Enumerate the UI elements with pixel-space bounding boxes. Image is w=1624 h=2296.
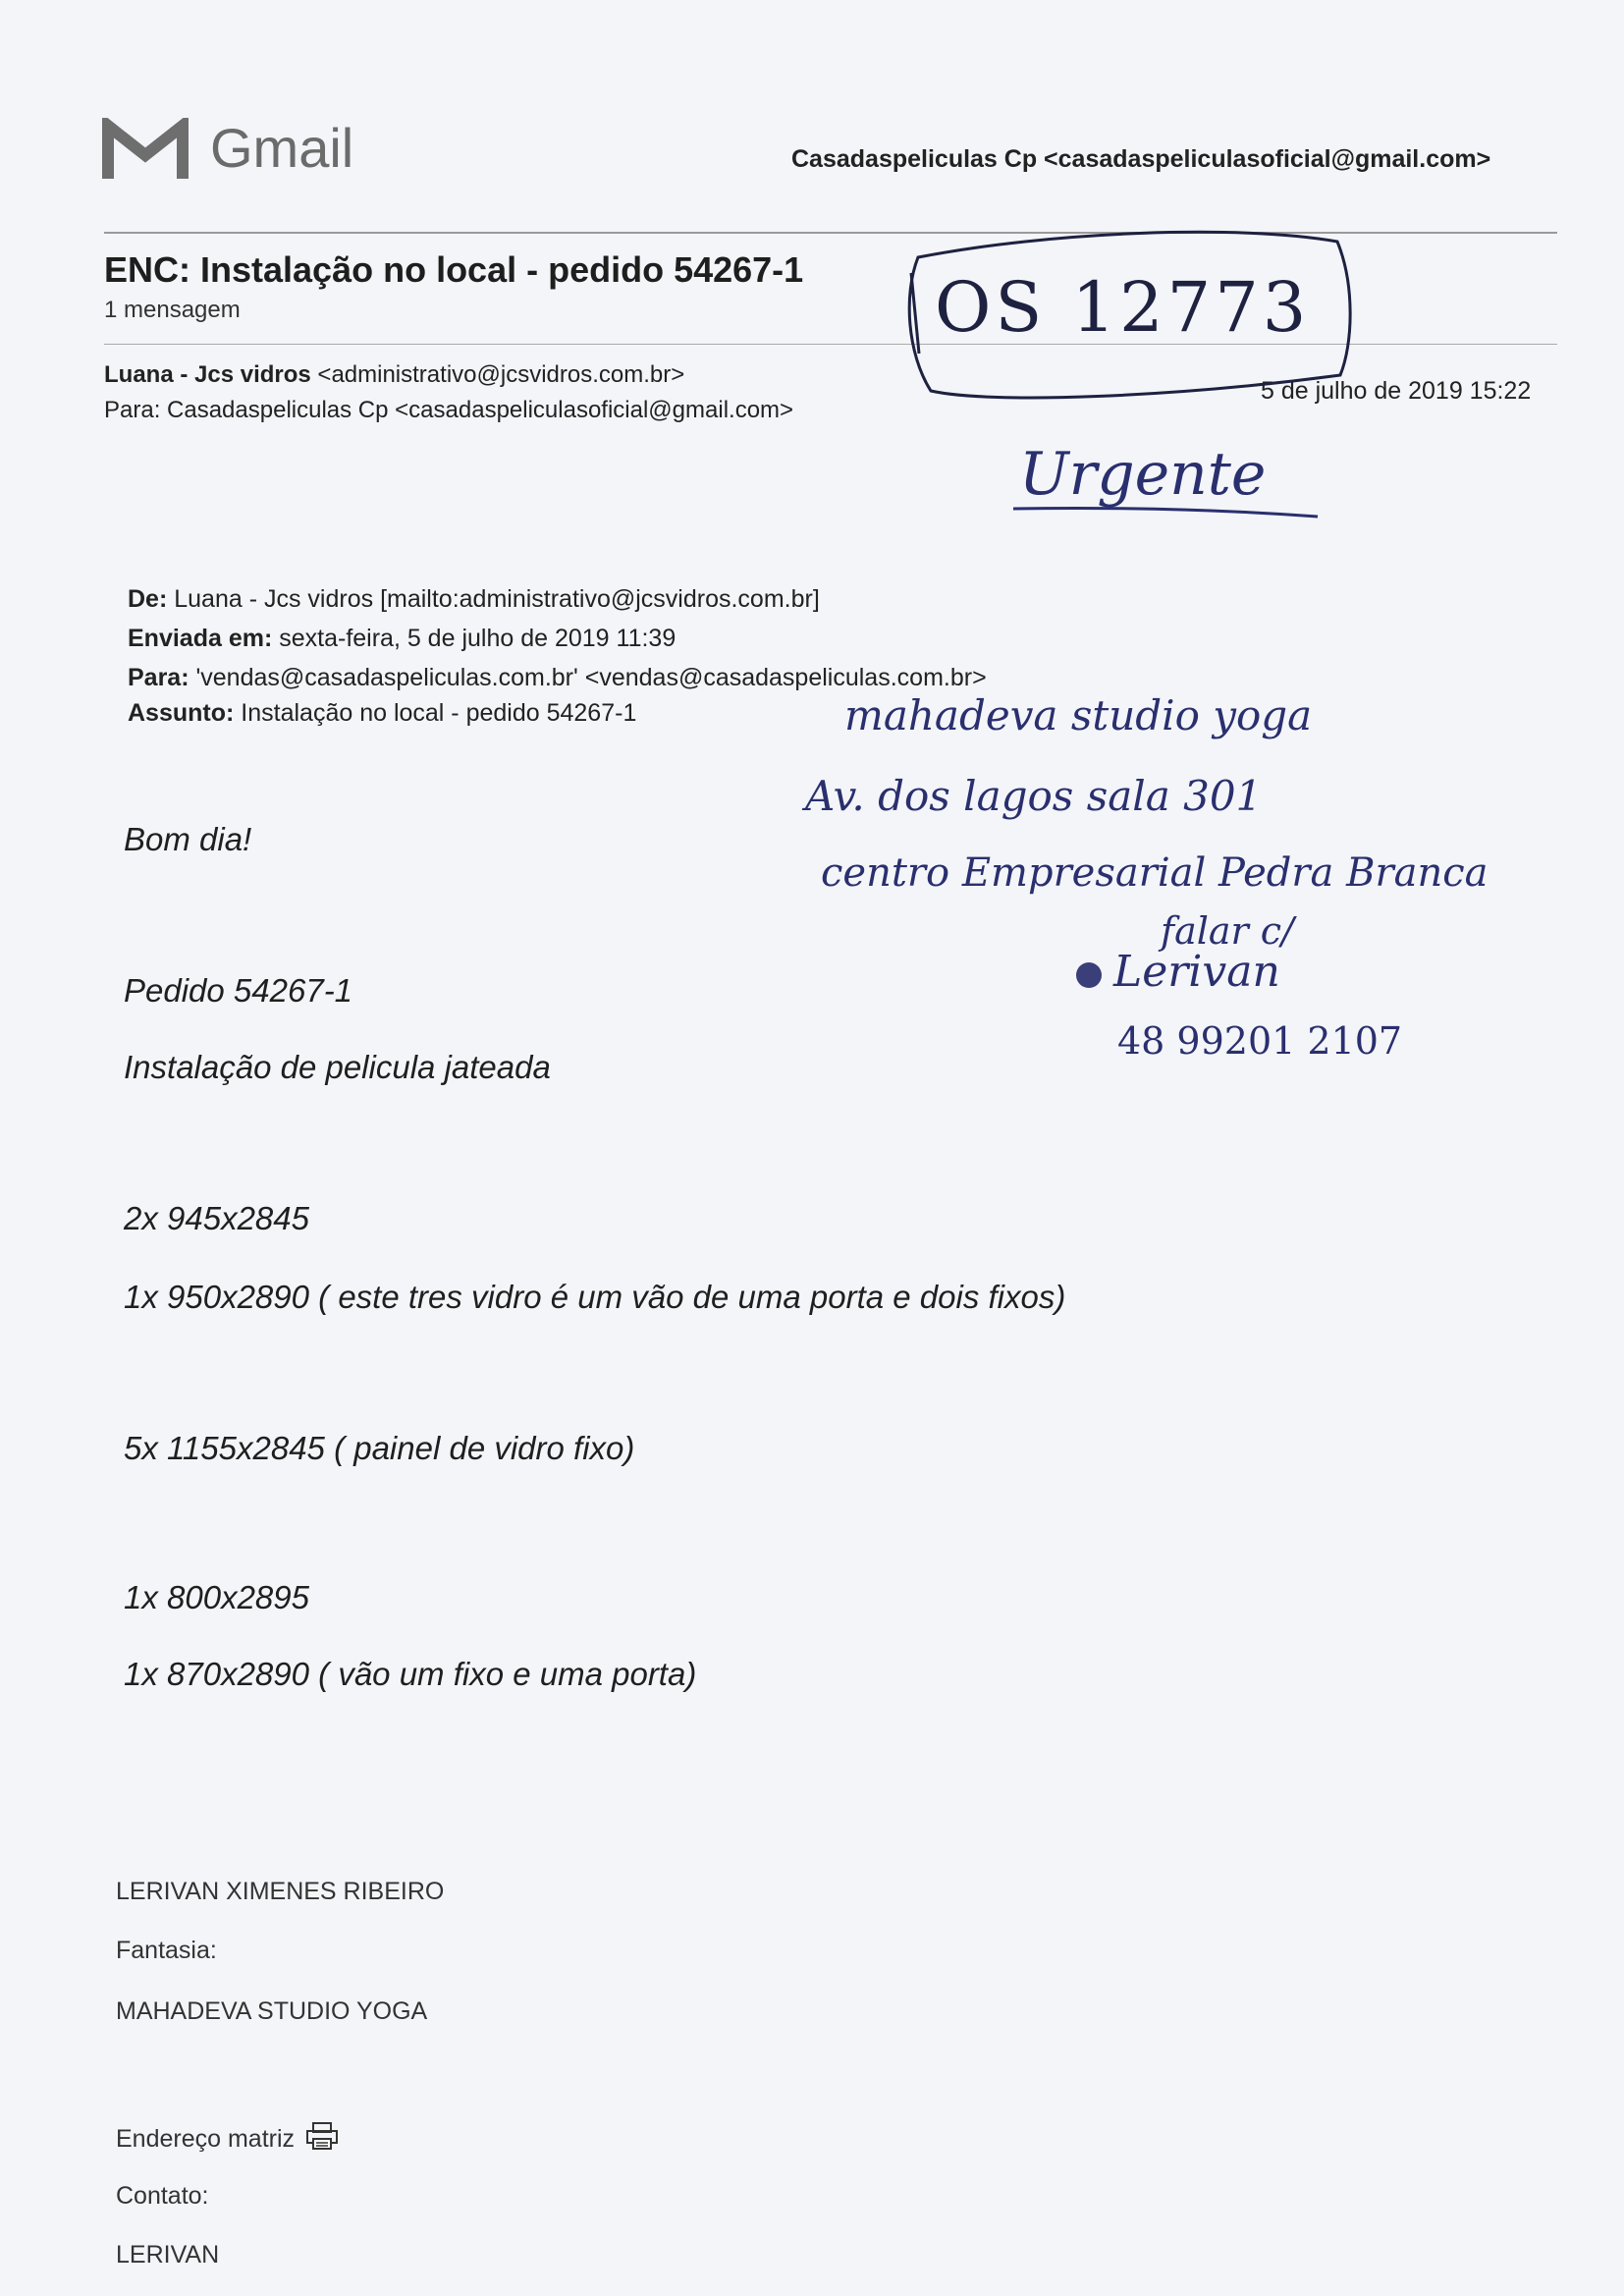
email-subject: ENC: Instalação no local - pedido 54267-1 bbox=[104, 249, 804, 290]
forward-from bbox=[128, 585, 820, 614]
forward-subject-value: Instalação no local - pedido 54267-1 bbox=[241, 699, 637, 727]
service-description: Instalação de pelicula jateada bbox=[124, 1049, 551, 1085]
address-line bbox=[116, 2121, 339, 2154]
signature-name: LERIVAN XIMENES RIBEIRO bbox=[116, 1878, 445, 1905]
handwritten-address-line: Av. dos lagos sala 301 bbox=[805, 772, 1263, 820]
account-email: Casadaspeliculas Cp <casadaspeliculasoficial@gmail.com> bbox=[791, 145, 1491, 173]
item-line: 1x 870x2890 ( vão um fixo e uma porta) bbox=[124, 1656, 697, 1692]
forward-sent-value: sexta-feira, 5 de julho de 2019 11:39 bbox=[279, 625, 677, 652]
item-line: 5x 1155x2845 ( painel de vidro fixo) bbox=[124, 1430, 635, 1466]
handwritten-contact-name: Lerivan bbox=[1113, 947, 1280, 997]
sender-name: Luana - Jcs vidros bbox=[104, 361, 311, 388]
forward-subject bbox=[128, 699, 636, 728]
email-date: 5 de julho de 2019 15:22 bbox=[1261, 377, 1532, 405]
subject-divider bbox=[104, 344, 1557, 345]
contato-value: LERIVAN bbox=[116, 2241, 220, 2269]
item-line: 1x 800x2895 bbox=[124, 1579, 309, 1615]
handwritten-address-line: mahadeva studio yoga bbox=[844, 691, 1313, 739]
urgent-note: Urgente bbox=[1019, 440, 1267, 509]
forward-subject-label: Assunto: bbox=[128, 699, 235, 727]
recipient-line: Para: Casadaspeliculas Cp <casadaspeliculasoficial@gmail.com> bbox=[104, 397, 794, 423]
gmail-logo-text: Gmail bbox=[210, 117, 354, 179]
forward-from-value: Luana - Jcs vidros [mailto:administrativo@jcsvidros.com.br] bbox=[174, 585, 820, 613]
fantasia-value: MAHADEVA STUDIO YOGA bbox=[116, 1997, 428, 2025]
forward-to-value: 'vendas@casadaspeliculas.com.br' <vendas@casadaspeliculas.com.br> bbox=[195, 664, 987, 691]
urgent-underline bbox=[1013, 508, 1318, 517]
fantasia-label: Fantasia: bbox=[116, 1937, 217, 1964]
printer-icon bbox=[305, 2121, 339, 2151]
forward-to-label: Para: bbox=[128, 664, 189, 691]
forward-sent-label: Enviada em: bbox=[128, 625, 273, 652]
forward-from-label: De: bbox=[128, 585, 168, 613]
message-count: 1 mensagem bbox=[104, 297, 241, 323]
contato-label: Contato: bbox=[116, 2182, 209, 2210]
item-line: 1x 950x2890 ( este tres vidro é um vão de uma porta e dois fixos) bbox=[124, 1279, 1066, 1315]
forward-sent bbox=[128, 625, 676, 653]
sender-email: <administrativo@jcsvidros.com.br> bbox=[317, 361, 685, 388]
handwritten-address-line: centro Empresarial Pedra Branca bbox=[821, 850, 1489, 896]
address-label: Endereço matriz bbox=[116, 2125, 296, 2153]
ink-dot bbox=[1076, 962, 1102, 988]
greeting: Bom dia! bbox=[124, 821, 252, 857]
handwritten-address-line: falar c/ bbox=[1161, 909, 1294, 953]
forward-to bbox=[128, 664, 987, 692]
item-line: 2x 945x2845 bbox=[124, 1200, 309, 1236]
os-number: OS 12773 bbox=[935, 267, 1311, 348]
handwritten-phone: 48 99201 2107 bbox=[1117, 1019, 1403, 1063]
order-number: Pedido 54267-1 bbox=[124, 972, 353, 1009]
gmail-m-icon bbox=[102, 118, 189, 183]
sender-line bbox=[104, 361, 684, 389]
os-box-left-stroke bbox=[911, 273, 919, 354]
header-divider bbox=[104, 232, 1557, 234]
